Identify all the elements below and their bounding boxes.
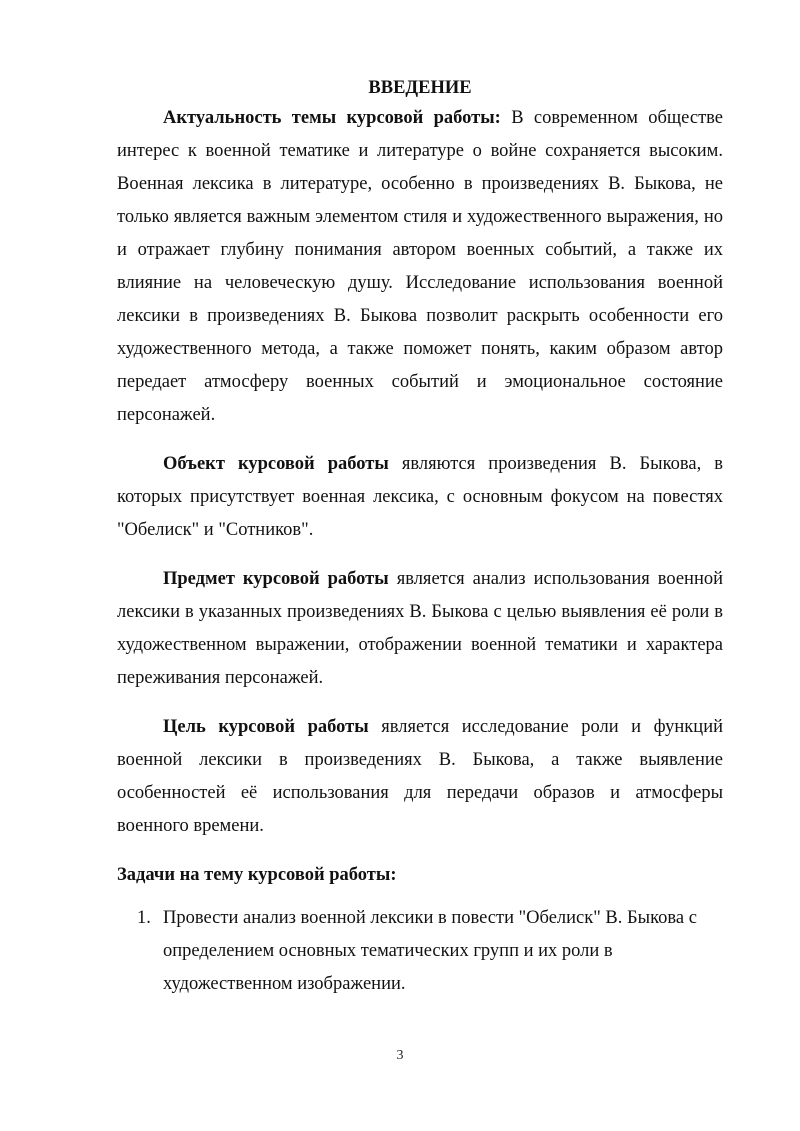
section-title: ВВЕДЕНИЕ [368,78,472,98]
subject-paragraph [117,563,723,695]
tasks-heading: Задачи на тему курсовой работы: [117,865,397,885]
list-item [137,902,723,1001]
object-paragraph [117,448,723,547]
object-label: Объект курсовой работы [163,454,389,474]
subject-label: Предмет курсовой работы [163,569,389,589]
relevance-paragraph [117,102,723,432]
goal-label: Цель курсовой работы [163,717,369,737]
page-number: 3 [396,1048,404,1063]
list-item-number: 1. [137,908,151,928]
tasks-list [117,902,723,1001]
relevance-text: В современном обществе интерес к военной тематике и литературе о войне сохраняется высоким. Военная лексика в литературе, особенно в произведениях В. Быкова, не только является важным элементом стиля и художественного выражения, но и отражает глубину понимания автором военных событий, а также их влияние на человеческую душу. Исследование использования военной лексики в произведениях В. Быкова позволит раскрыть особенности его художественного метода, а также поможет понять, каким образом автор передает атмосферу военных событий и эмоциональное состояние персонажей. [117,108,723,425]
relevance-label: Актуальность темы курсовой работы: [163,108,501,128]
list-item-text: Провести анализ военной лексики в повести "Обелиск" В. Быкова с определением основных тематических групп и их роли в художественном изображении. [163,908,697,994]
subject-text: является анализ использования военной лексики в указанных произведениях В. Быкова с целью выявления её роли в художественном выражении, отображении военной тематики и характера переживания персонажей. [117,569,723,688]
goal-text: является исследование роли и функций военной лексики в произведениях В. Быкова, а также выявление особенностей её использования для передачи образов и атмосферы военного времени. [117,717,723,836]
document-page [117,74,723,1001]
object-text: являются произведения В. Быкова, в которых присутствует военная лексика, с основным фокусом на повестях "Обелиск" и "Сотников". [117,454,723,540]
goal-paragraph [117,711,723,843]
